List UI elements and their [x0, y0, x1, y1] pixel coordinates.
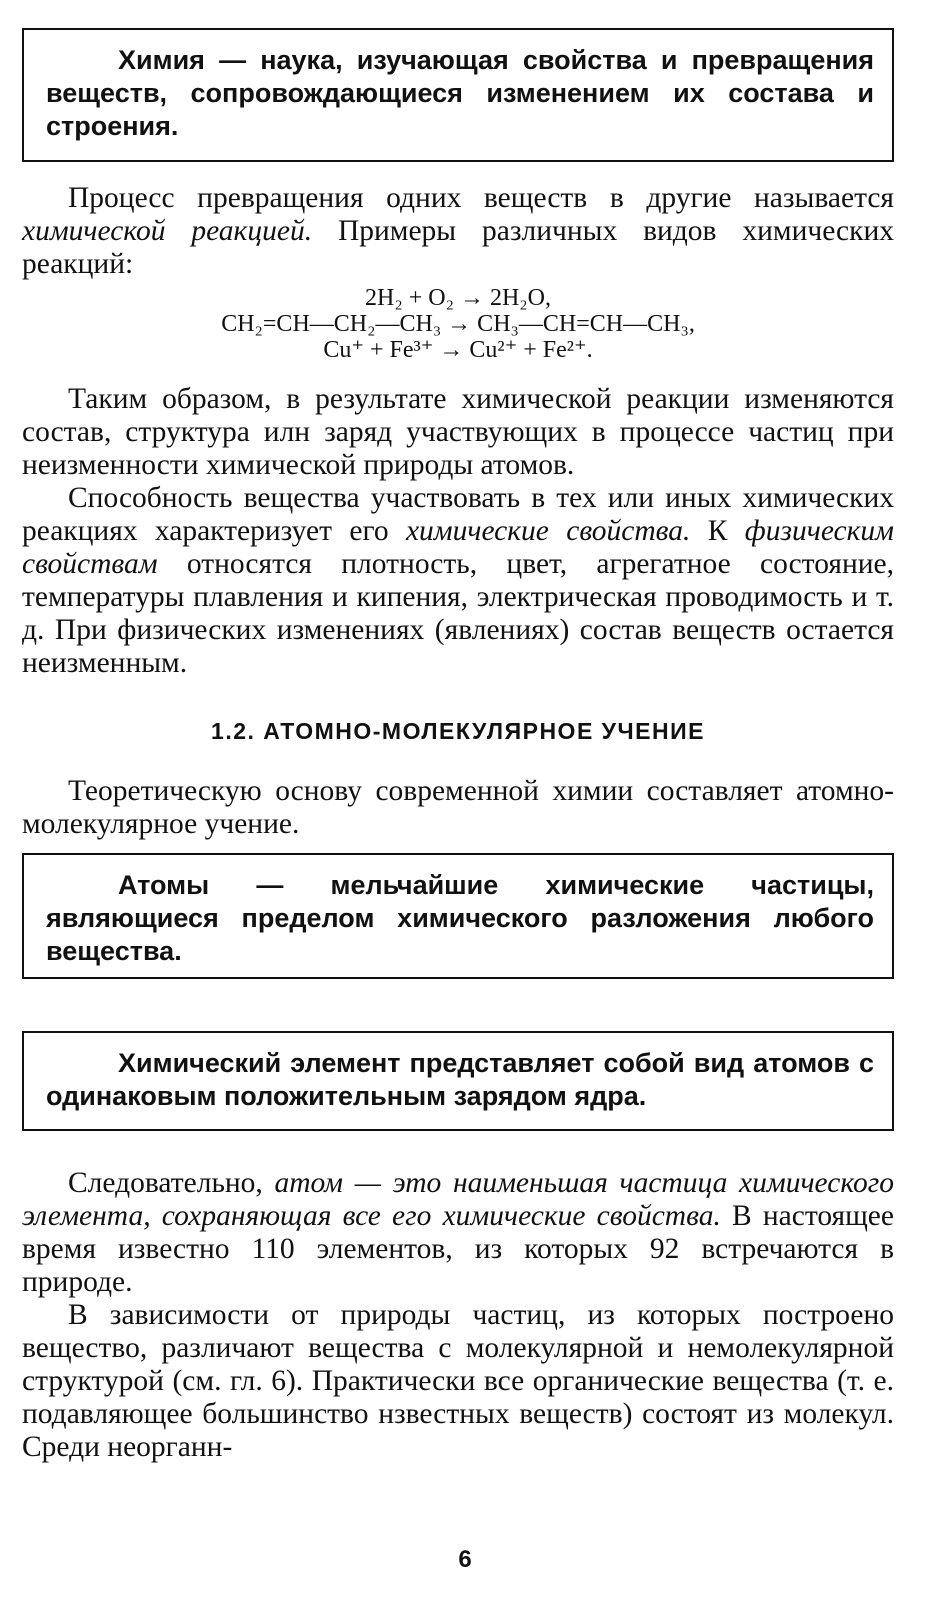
section-heading: 1.2. АТОМНО-МОЛЕКУЛЯРНОЕ УЧЕНИЕ: [211, 718, 705, 744]
paragraph-result: Таким образом, в результате химической реакции изменяются состав, структура илн заряд участвующих в процессе частиц при неизменности химической природы атомов.: [22, 383, 894, 481]
term-chemical-reaction: химической реакцией.: [22, 215, 313, 247]
definition-box-chemistry: [22, 28, 894, 162]
definition-box-atoms: [22, 853, 894, 979]
paragraph-properties: Способность вещества участвовать в тех или иных химических реакциях характеризует его химические свойства. К физическим свойствам относятся плотность, цвет, агрегатное состояние, температуры плавления и кипения, электрическая проводимость и т. д. При физических изменениях (явлениях) состав веществ остается неизменным.: [22, 482, 894, 679]
equation-2: CH₂=CH—CH₂—CH₃ → CH₃—CH=CH—CH₃,: [221, 311, 695, 337]
definition-text: Химический элемент представляет собой вид атомов с одинаковым положительным зарядом ядра.: [46, 1048, 874, 1111]
equation-block: [22, 285, 894, 363]
definition-text: Атомы — мельчайшие химические частицы, являющиеся пределом химического разложения любого вещества.: [46, 870, 874, 966]
definition-text: Химия — наука, изучающая свойства и превращения веществ, сопровождающиеся изменением их состава и строения.: [46, 45, 874, 141]
term-physical-properties: физическим свойствам: [22, 515, 894, 580]
paragraph-structure: В зависимости от природы частиц, из которых построено вещество, различают вещества с молекулярной и немолекулярной структурой (см. гл. 6). Практически все органические вещества (т. е. подавляющее большинство нзвестных веществ) состоят из молекул. Среди неорганн-: [22, 1299, 894, 1463]
paragraph-reaction: Процесс превращения одних веществ в другие называется химической реакцией. Примеры различных видов химических реакций:: [22, 182, 894, 280]
page-number: 6: [458, 1546, 472, 1573]
paragraph-theory: Теоретическую основу современной химии составляет атомно-молекулярное учение.: [22, 775, 894, 840]
paragraph-atom: Следовательно, атом — это наименьшая частица химического элемента, сохраняющая все его химические свойства. В настоящее время известно 110 элементов, из которых 92 встречаются в природе.: [22, 1167, 894, 1298]
equation-1: 2H₂ + O₂ → 2H₂O,: [365, 285, 551, 311]
definition-box-element: [22, 1031, 894, 1131]
page-content: [22, 28, 894, 1464]
term-atom-definition: атом — это наименьшая частица химического элемента, сохраняющая все его химические свойства.: [22, 1167, 894, 1232]
equation-3: Cu⁺ + Fe³⁺ → Cu²⁺ + Fe²⁺.: [323, 337, 593, 363]
term-chemical-properties: химические свойства.: [405, 515, 691, 547]
